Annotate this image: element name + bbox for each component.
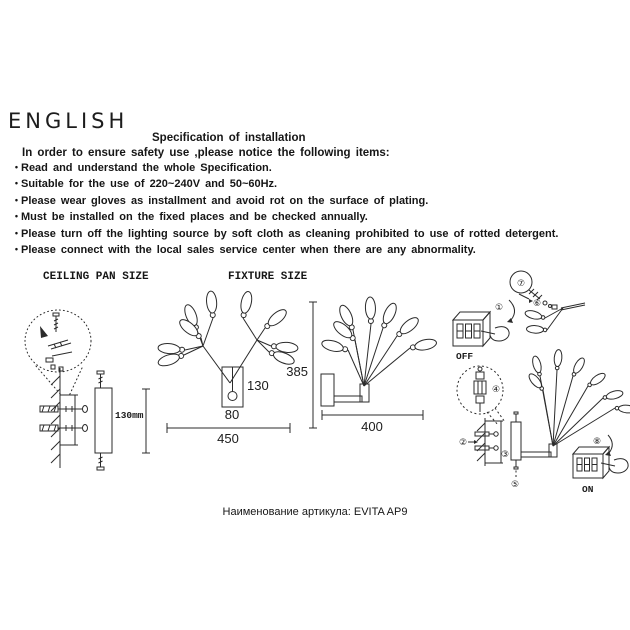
off-label: OFF xyxy=(456,351,474,362)
fixture-side-drawing xyxy=(315,278,460,443)
dim-total-height: 385 xyxy=(286,364,308,379)
off-switch xyxy=(453,300,515,362)
bullet-text: Please turn off the lighting source by soft cloth as cleaning prohibited to use of rotted detergent. xyxy=(21,227,559,240)
article-name-footer: Наименование артикула: EVITA AP9 xyxy=(222,506,408,518)
bullet-icon: • xyxy=(14,194,19,205)
bullet-text: Suitable for the use of 220~240V and 50~60Hz. xyxy=(21,178,278,191)
list-item xyxy=(12,176,627,192)
wall-section xyxy=(51,368,60,468)
list-item xyxy=(12,160,627,176)
step-4-number: ④ xyxy=(492,385,501,395)
intro-line: In order to ensure safety use ,please notice the following items: xyxy=(22,147,390,159)
connector-detail-balloon xyxy=(457,366,505,425)
bullet-icon: • xyxy=(14,211,19,222)
on-label: ON xyxy=(582,484,594,495)
depth-dimension xyxy=(322,410,423,434)
dim-pan-height: 130mm xyxy=(115,410,144,421)
anchor-parts-icons xyxy=(46,340,72,371)
arrow-down-icon xyxy=(40,326,48,338)
fixture-leaves xyxy=(157,291,299,369)
wall-plate-front xyxy=(222,367,243,407)
wall-screw-icon xyxy=(40,406,88,413)
language-header: ENGLISH xyxy=(8,109,129,133)
bullet-text: Please wear gloves as installment and avoid rot on the surface of plating. xyxy=(21,194,429,207)
wall-plate-side xyxy=(321,374,369,406)
bullet-icon: • xyxy=(14,178,19,189)
fixture-leaves xyxy=(321,297,438,355)
hand-icon xyxy=(481,327,509,341)
bracket-plate xyxy=(511,422,521,460)
section-fixture-size: FIXTURE SIZE xyxy=(228,271,308,283)
bullet-icon: • xyxy=(14,244,19,255)
wall-mounting xyxy=(459,412,557,490)
width-dimension xyxy=(167,423,290,446)
safety-bullet-list xyxy=(12,160,627,258)
rotate-arrow-icon xyxy=(509,300,515,320)
installation-steps-drawing xyxy=(445,258,630,510)
step-7-number: ⑦ xyxy=(516,279,526,289)
dim-arm-depth: 400 xyxy=(361,419,383,434)
screw-icon xyxy=(53,313,59,332)
bullet-text: Must be installed on the fixed places and be checked annually. xyxy=(21,211,368,224)
mounting-bracket xyxy=(60,395,78,445)
dim-total-width: 450 xyxy=(217,431,239,446)
bulb-assembly xyxy=(510,271,585,334)
step-1-number: ① xyxy=(495,303,504,313)
height-dimension xyxy=(286,302,317,428)
bullet-icon: • xyxy=(14,227,19,238)
bullet-text: Read and understand the whole Specification. xyxy=(21,162,272,174)
ceiling-pan-plate xyxy=(95,371,112,470)
wall-screw-icon xyxy=(40,425,88,432)
bullet-text: Please connect with the local sales service center when there are any abnormality. xyxy=(21,244,476,257)
ceiling-pan-drawing xyxy=(20,288,160,473)
fixture-front-drawing xyxy=(163,288,318,458)
step-2-number: ② xyxy=(459,438,468,448)
step-6-number: ⑥ xyxy=(533,299,542,309)
pan-height-dimension xyxy=(115,389,150,453)
section-ceiling-pan-size: CEILING PAN SIZE xyxy=(43,271,149,283)
list-item xyxy=(12,209,627,225)
list-item xyxy=(12,226,627,242)
screw-detail-balloon xyxy=(25,310,91,396)
bullet-icon: • xyxy=(14,162,19,172)
dim-plate-width: 80 xyxy=(224,407,240,422)
arrow-icon xyxy=(519,294,529,299)
dim-plate-height: 130 xyxy=(247,378,269,393)
fixture-branches xyxy=(527,349,630,446)
step-3-number: ③ xyxy=(501,450,510,460)
step-8-number: ⑧ xyxy=(593,437,602,447)
on-switch xyxy=(573,435,628,495)
wire-connector-icon xyxy=(474,367,486,412)
list-item xyxy=(12,193,627,209)
list-item xyxy=(12,242,627,258)
page-title: Specification of installation xyxy=(152,132,306,144)
hand-icon xyxy=(601,459,628,473)
step-5-number: ⑤ xyxy=(511,480,520,490)
